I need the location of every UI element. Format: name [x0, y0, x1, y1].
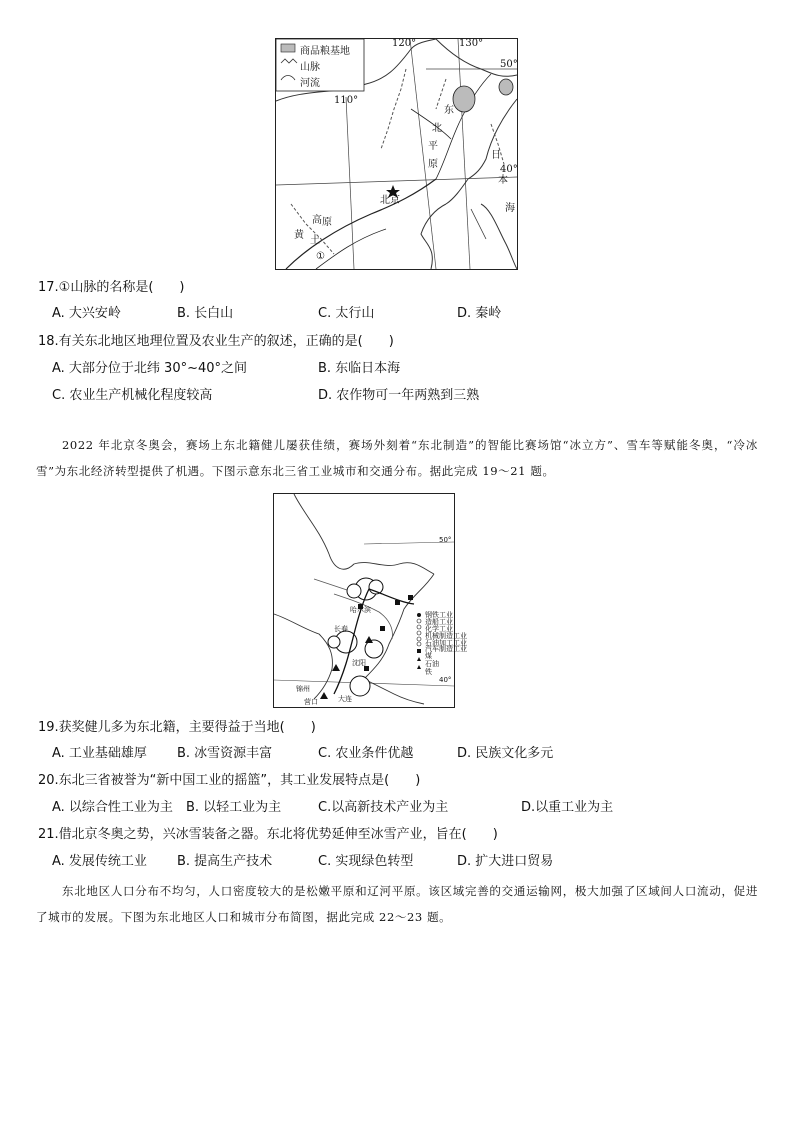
q20-option-b[interactable]: B. 以轻工业为主	[186, 800, 282, 815]
legend-shipbuilding: 造船工业	[425, 618, 453, 626]
legend-chemical: 化学工业	[425, 625, 453, 633]
label-gao: 高	[312, 215, 322, 226]
label-tu: 土	[310, 235, 320, 246]
q18-option-c[interactable]: C. 农业生产机械化程度较高	[52, 388, 213, 403]
q19-option-d[interactable]: D. 民族文化多元	[457, 746, 554, 761]
q17-option-c[interactable]: C. 太行山	[318, 306, 375, 321]
q20-option-c[interactable]: C.以高新技术产业为主	[318, 800, 449, 815]
q17-option-a[interactable]: A. 大兴安岭	[52, 306, 121, 321]
q21-option-a[interactable]: A. 发展传统工业	[52, 854, 147, 869]
passage-19-21: 2022 年北京冬奥会，赛场上东北籍健儿屡获佳绩，赛场外刻着“东北制造”的智能比赛场馆“冰立方”、雪车等赋能冬奥，“冷冰雪”为东北经济转型提供了机遇。下图示意东北三省工业城市和交通分布。据此完成 19～21 题。	[36, 438, 758, 478]
northeast-china-map	[275, 38, 518, 270]
label-ping: 平	[428, 141, 438, 152]
question-20-stem: 20.东北三省被誉为“新中国工业的摇篮”，其工业发展特点是( )	[38, 773, 421, 788]
label-huang: 黄	[294, 230, 304, 241]
northeast-industry-map	[273, 493, 467, 708]
q20-option-a[interactable]: A. 以综合性工业为主	[52, 800, 173, 815]
q19-option-c[interactable]: C. 农业条件优越	[318, 746, 414, 761]
map2-latitude-40: 40°	[439, 676, 452, 684]
question-21-stem: 21.借北京冬奥之势，兴冰雪装备之器。东北将优势延伸至冰雪产业，旨在( )	[38, 827, 498, 842]
label-bei: 北	[432, 123, 442, 134]
q18-option-a[interactable]: A. 大部分位于北纬 30°~40°之间	[52, 361, 248, 376]
legend-auto: 汽车制造工业	[425, 645, 467, 653]
legend-mountain: 山脉	[300, 62, 320, 73]
question-17-stem: 17.①山脉的名称是( )	[38, 280, 185, 295]
question-18-stem: 18.有关东北地区地理位置及农业生产的叙述，正确的是( )	[38, 334, 394, 349]
city-yingkou: 营口	[304, 698, 318, 706]
q17-option-d[interactable]: D. 秦岭	[457, 306, 502, 321]
label-hai: 海	[505, 203, 515, 214]
passage-22-23: 东北地区人口分布不均匀，人口密度较大的是松嫩平原和辽河平原。该区域完善的交通运输网，极大加强了区域间人口流动，促进了城市的发展。下图为东北地区人口和城市分布简图，据此完成 22～23 题。	[36, 884, 758, 924]
latitude-50: 50°	[500, 59, 518, 70]
q17-option-b[interactable]: B. 长白山	[177, 306, 234, 321]
q21-option-b[interactable]: B. 提高生产技术	[177, 854, 273, 869]
longitude-110: 110°	[334, 95, 359, 106]
legend-coal: 煤	[425, 652, 432, 660]
city-changchun: 长春	[334, 625, 348, 633]
question-19-stem: 19.获奖健儿多为东北籍，主要得益于当地( )	[38, 720, 316, 735]
label-ri: 日	[491, 150, 501, 161]
legend-iron: 铁	[425, 668, 432, 676]
q21-option-d[interactable]: D. 扩大进口贸易	[457, 854, 554, 869]
legend-steel: 钢铁工业	[425, 611, 453, 619]
q18-option-b[interactable]: B. 东临日本海	[318, 361, 401, 376]
city-shenyang: 沈阳	[352, 659, 366, 667]
label-ben: 本	[498, 175, 508, 186]
q18-option-d[interactable]: D. 农作物可一年两熟到三熟	[318, 388, 480, 403]
q19-option-b[interactable]: B. 冰雪资源丰富	[177, 746, 273, 761]
legend-river: 河流	[300, 78, 320, 89]
label-beijing: 北京	[380, 195, 400, 206]
longitude-120: 120°	[392, 38, 417, 49]
legend-oil: 石油	[425, 660, 439, 668]
city-harbin: 哈尔滨	[350, 606, 371, 614]
q20-option-d[interactable]: D.以重工业为主	[521, 800, 614, 815]
legend-grain-base: 商品粮基地	[300, 46, 350, 57]
map2-latitude-50: 50°	[439, 536, 452, 544]
q21-option-c[interactable]: C. 实现绿色转型	[318, 854, 414, 869]
label-yuan2: 原	[322, 217, 332, 228]
legend-machinery: 机械制造工业	[425, 632, 467, 640]
label-mountain-1: ①	[316, 251, 325, 262]
label-dong: 东	[444, 105, 454, 116]
longitude-130: 130°	[459, 38, 484, 49]
city-jinzhou: 锦州	[296, 685, 310, 693]
q19-option-a[interactable]: A. 工业基础雄厚	[52, 746, 147, 761]
label-yuan: 原	[428, 159, 438, 170]
latitude-40: 40°	[500, 164, 518, 175]
legend-petroleum-processing: 石油加工工业	[425, 639, 467, 647]
city-dalian: 大连	[338, 695, 352, 703]
